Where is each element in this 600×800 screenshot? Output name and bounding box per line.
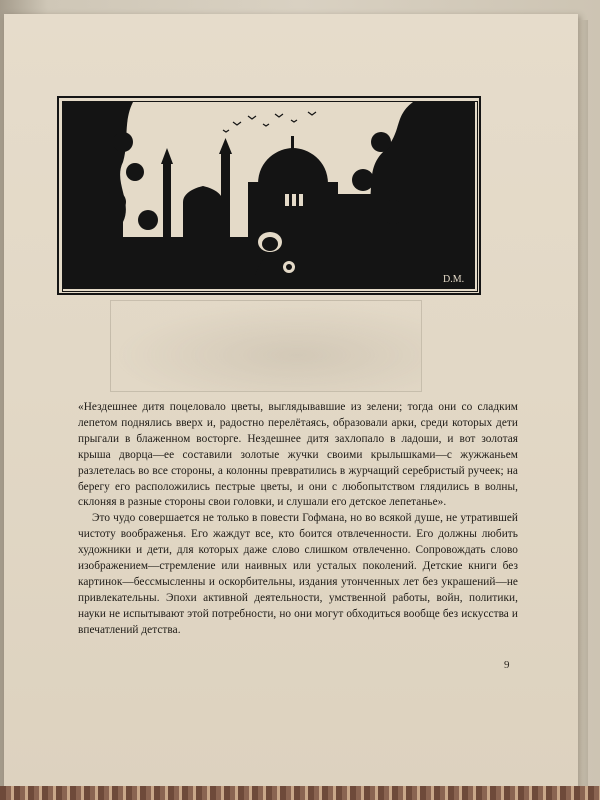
illustration-signature: D.M. xyxy=(443,274,465,285)
paragraph-quote: «Нездешнее дитя поцеловало цветы, выглядывавшие из зелени; тогда они со сладким лепетом поднялись вверх и, радостно перелётаясь, образовали арки, среди которых дети прыгали в блаженном восторге. Нездешнее дитя захлопало в ладоши, и вот золотая крыша дворца—ее составили золотые жучки своими крылышками—с жужжаньем разлетелась во все стороны, а колонны превратились в журчащий серебристый ручеек; на берегу его расположились пестрые цветы, и они с любопытством глядились в волны, склоняя в разные стороны свои головки, и слушали его детское лепетанье». xyxy=(78,401,518,509)
show-through-ghost-image xyxy=(110,300,422,392)
page-edge xyxy=(578,20,588,790)
body-text xyxy=(78,400,518,639)
book-cover-edge xyxy=(0,786,600,800)
silhouette-illustration xyxy=(57,96,481,295)
paragraph-essay: Это чудо совершается не только в повести Гофмана, но во всякой душе, не утратившей чистоту воображенья. Его жаждут все, кто боится отвлеченности. Его должны любить художники и дети, для которых даже слово слишком отвлеченно. Сопровождать слово изображением—стремление или наивных или усталых поколений. Детские книги без картинок—бессмысленны и оскорбительны, издания утонченных лет без украшений—не привлекательны. Эпохи активной деятельности, умственной работы, войн, политики, науки не испытывают этой потребности, но они могут обходиться вообще без искусства и впечатлений детства. xyxy=(78,512,518,636)
page-number: 9 xyxy=(504,659,510,671)
silhouette-scene xyxy=(63,102,475,289)
